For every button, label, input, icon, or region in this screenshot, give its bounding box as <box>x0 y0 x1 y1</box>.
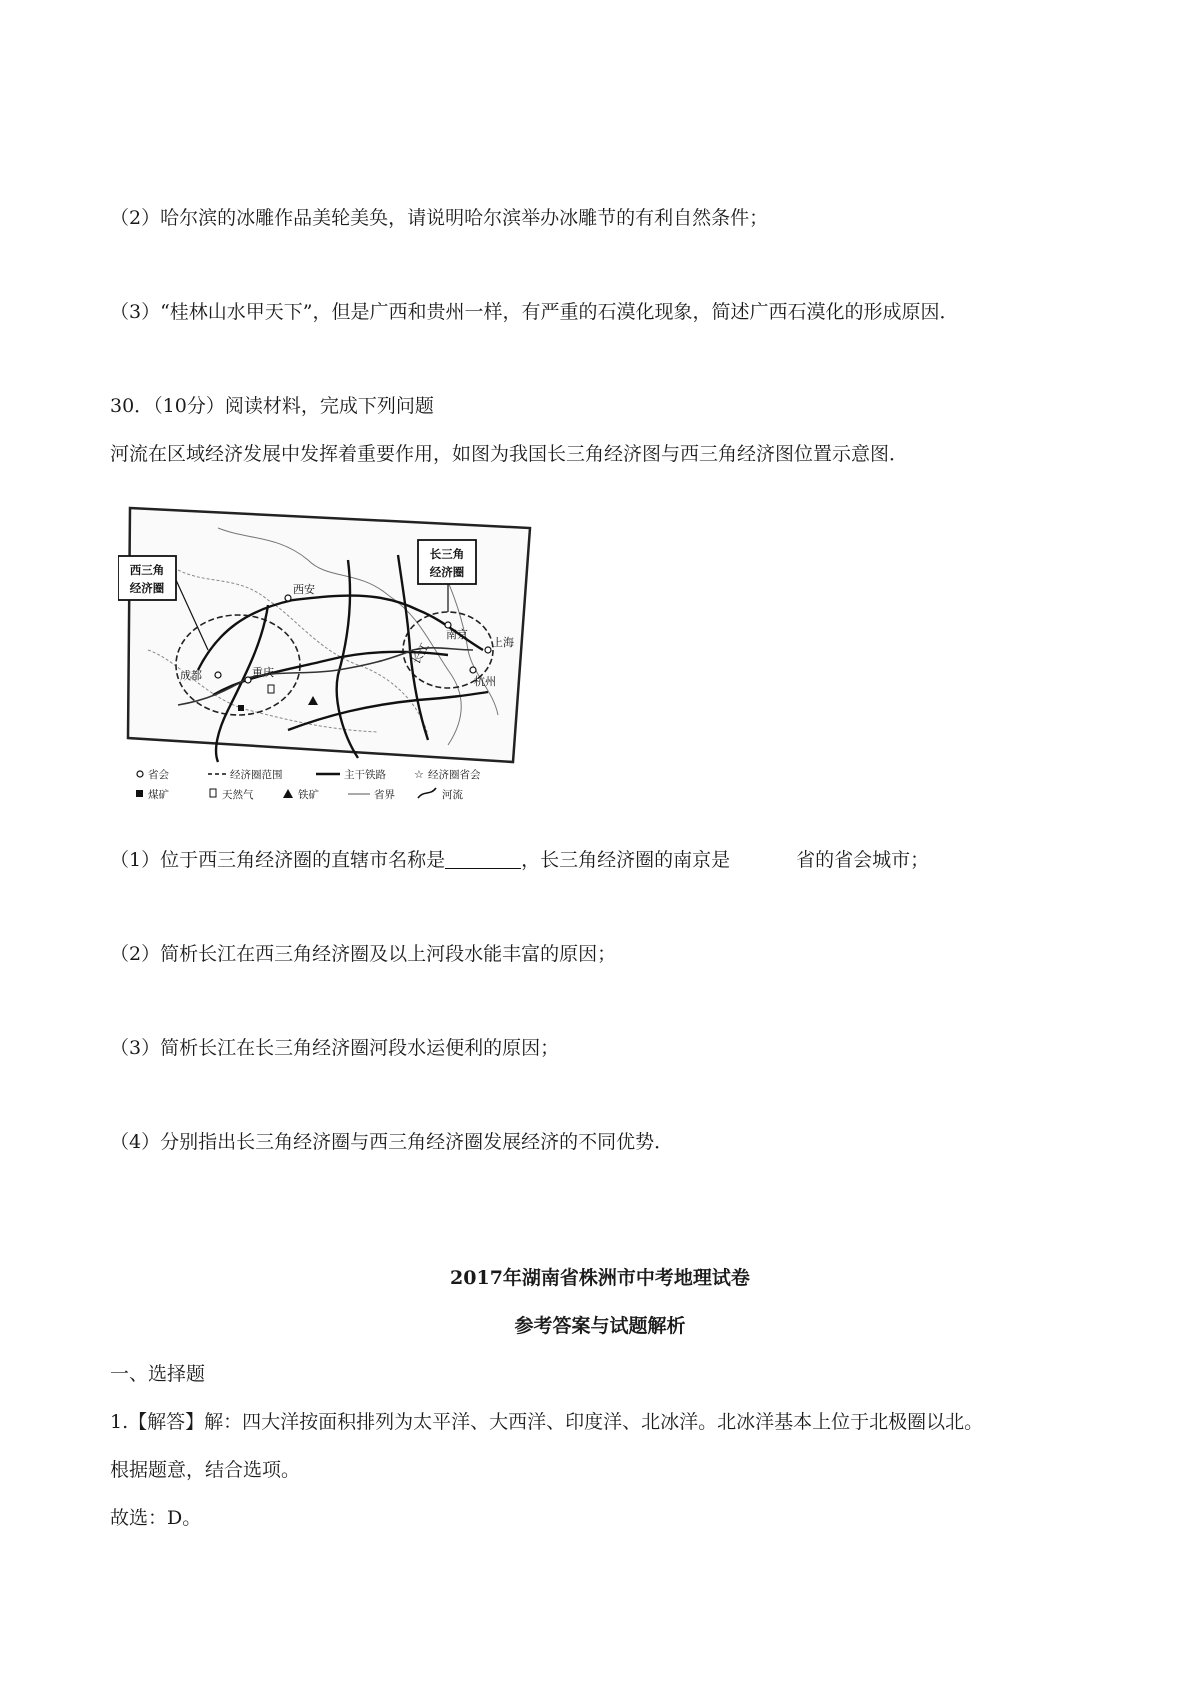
callout-east-line2: 经济圈 <box>429 565 465 579</box>
answers-section: 一、选择题 <box>110 1363 206 1385</box>
city-hangzhou: 杭州 <box>474 675 496 688</box>
answer-blank-1[interactable] <box>445 850 521 869</box>
question-30-1: （1）位于西三角经济圈的直辖市名称是 ，长三角经济圈的南京是 省的省会城市； <box>110 849 930 871</box>
svg-text:天然气: 天然气 <box>222 789 254 801</box>
answer-1-line2: 根据题意，结合选项。 <box>110 1459 301 1481</box>
city-chengdu: 成都 <box>180 669 202 682</box>
svg-text:铁矿: 铁矿 <box>298 789 319 801</box>
answer-1-line3: 故选：D。 <box>110 1507 202 1529</box>
question-30-2: （2）简析长江在西三角经济圈及以上河段水能丰富的原因； <box>110 943 617 965</box>
callout-west-line1: 西三角 <box>129 563 165 577</box>
svg-text:经济圈省会: 经济圈省会 <box>428 769 481 781</box>
question-30-3: （3）简析长江在长三角经济圈河段水运便利的原因； <box>110 1037 560 1059</box>
city-xian: 西安 <box>293 583 315 596</box>
question-30-intro: 河流在区域经济发展中发挥着重要作用，如图为我国长三角经济图与西三角经济图位置示意图． <box>110 443 909 465</box>
svg-text:☆: ☆ <box>414 768 424 781</box>
callout-east-line1: 长三角 <box>429 547 465 561</box>
city-shanghai: 上海 <box>492 636 514 649</box>
svg-text:经济圈范围: 经济圈范围 <box>230 769 283 781</box>
city-nanjing: 南京 <box>446 628 468 641</box>
svg-text:煤矿: 煤矿 <box>148 789 169 801</box>
answers-title: 2017年湖南省株洲市中考地理试卷 <box>450 1267 750 1289</box>
river-label-changjiang: 长江 <box>409 640 432 667</box>
svg-text:省会: 省会 <box>148 769 169 781</box>
svg-text:河流: 河流 <box>442 789 463 801</box>
city-chongqing: 重庆 <box>252 666 274 679</box>
svg-text:主干铁路: 主干铁路 <box>344 769 386 781</box>
svg-text:省界: 省界 <box>374 789 395 801</box>
question-30-4: （4）分别指出长三角经济圈与西三角经济圈发展经济的不同优势． <box>110 1131 674 1153</box>
callout-west-line2: 经济圈 <box>129 581 165 595</box>
question-29-3: （3）“桂林山水甲天下”，但是广西和贵州一样，有严重的石漠化现象，简述广西石漠化的形成原因． <box>110 301 959 323</box>
answers-subtitle: 参考答案与试题解析 <box>514 1315 686 1337</box>
answer-1-line1: 1.【解答】解：四大洋按面积排列为太平洋、大西洋、印度洋、北冰洋。北冰洋基本上位于北极圈以北。 <box>110 1411 984 1433</box>
question-29-2: （2）哈尔滨的冰雕作品美轮美奂，请说明哈尔滨举办冰雕节的有利自然条件； <box>110 207 769 229</box>
question-30-header: 30．（10分）阅读材料，完成下列问题 <box>110 395 434 417</box>
economic-circle-map <box>118 500 548 810</box>
